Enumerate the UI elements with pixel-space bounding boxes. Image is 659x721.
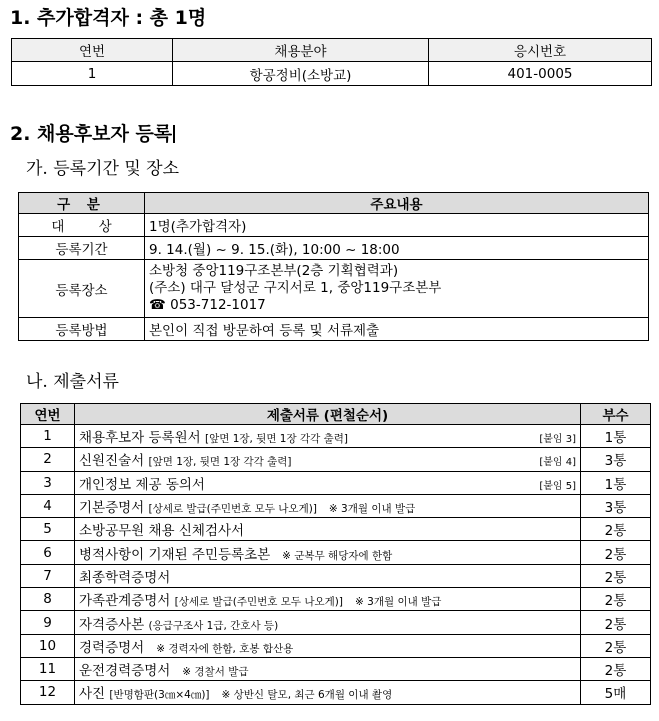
document-note: [상세로 발급(주민번호 모두 나오게)] — [148, 503, 317, 516]
value-method: 본인이 직접 방문하여 등록 및 서류제출 — [145, 318, 649, 341]
label-period: 등록기간 — [19, 237, 145, 260]
document-line — [79, 566, 576, 586]
additional-passer-table — [11, 38, 652, 86]
col-header-no: 연번 — [21, 404, 75, 425]
label-method: 등록방법 — [19, 318, 145, 341]
document-name: 기본증명서 — [79, 500, 145, 517]
value-target: 1명(추가합격자) — [145, 214, 649, 237]
attachment-ref: [붙임 3] — [539, 434, 576, 446]
col-header-copies: 부수 — [581, 404, 651, 425]
col-header-no: 연번 — [12, 39, 173, 62]
document-name: 신원진술서 — [79, 453, 145, 470]
label-target — [19, 214, 145, 237]
document-name: 채용후보자 등록원서 — [79, 430, 201, 447]
col-header-documents: 제출서류 (편철순서) — [75, 404, 581, 425]
place-address-line-1: 소방청 중앙119구조본부(2층 기획협력과) — [149, 263, 399, 279]
document-rows — [21, 425, 651, 705]
document-note: [반명함판(3㎝×4㎝)] — [109, 689, 210, 702]
section-2-title-text: 2. 채용후보자 등록 — [10, 123, 173, 145]
document-left — [79, 543, 392, 563]
table-row — [21, 518, 651, 541]
cell-no: 5 — [21, 518, 75, 541]
cell-copies: 2통 — [581, 588, 651, 611]
cell-document — [75, 588, 581, 611]
document-line — [79, 636, 576, 656]
cell-document — [75, 494, 581, 517]
document-left — [79, 426, 348, 446]
row-place — [19, 260, 649, 318]
document-name: 사진 — [79, 686, 106, 703]
cell-no: 8 — [21, 588, 75, 611]
text-cursor — [173, 125, 175, 143]
document-line — [79, 682, 576, 702]
document-left — [79, 566, 170, 586]
table-row — [21, 448, 651, 471]
cell-no: 10 — [21, 634, 75, 657]
document-line — [79, 519, 576, 539]
cell-copies: 3통 — [581, 494, 651, 517]
cell-document — [75, 634, 581, 657]
table-row — [21, 541, 651, 564]
cell-no: 1 — [12, 62, 173, 86]
table-row — [21, 564, 651, 587]
cell-copies: 2통 — [581, 634, 651, 657]
document-name: 가족관계증명서 — [79, 593, 171, 610]
row-target — [19, 214, 649, 237]
cell-copies: 2통 — [581, 611, 651, 634]
cell-no: 11 — [21, 657, 75, 680]
document-remark: ※ 경찰서 발급 — [182, 666, 249, 679]
attachment-ref: [붙임 4] — [539, 457, 576, 469]
cell-no: 4 — [21, 494, 75, 517]
value-place — [145, 260, 649, 318]
subsection-a-title: 가. 등록기간 및 장소 — [26, 159, 179, 179]
value-period: 9. 14.(월) ~ 9. 15.(화), 10:00 ~ 18:00 — [145, 237, 649, 260]
table-row — [12, 62, 652, 86]
table-header-row — [19, 193, 649, 214]
label-place: 등록장소 — [19, 260, 145, 318]
document-left — [79, 613, 278, 633]
cell-copies: 2통 — [581, 541, 651, 564]
cell-document — [75, 657, 581, 680]
document-left — [79, 659, 249, 679]
cell-document — [75, 541, 581, 564]
document-remark: ※ 상반신 탈모, 최근 6개월 이내 촬영 — [221, 689, 393, 702]
cell-no: 3 — [21, 471, 75, 494]
cell-no: 1 — [21, 425, 75, 448]
document-line — [79, 426, 576, 446]
document-line — [79, 543, 576, 563]
document-left — [79, 449, 292, 469]
document-name: 운전경력증명서 — [79, 663, 171, 680]
cell-no: 12 — [21, 681, 75, 704]
place-phone: 053-712-1017 — [170, 297, 266, 313]
document-name: 자격증사본 — [79, 616, 145, 633]
col-header-exam-number: 응시번호 — [429, 39, 652, 62]
document-line — [79, 473, 576, 493]
cell-exam-number: 401-0005 — [429, 62, 652, 86]
document-left — [79, 473, 205, 493]
document-note: [앞면 1장, 뒷면 1장 각각 출력] — [204, 433, 348, 446]
table-row — [21, 681, 651, 704]
document-name: 개인정보 제공 동의서 — [79, 476, 205, 493]
attachment-ref: [붙임 5] — [539, 480, 576, 492]
cell-no: 2 — [21, 448, 75, 471]
cell-document — [75, 471, 581, 494]
col-header-field: 채용분야 — [173, 39, 429, 62]
cell-copies: 3통 — [581, 448, 651, 471]
document-name: 소방공무원 채용 신체검사서 — [79, 523, 245, 540]
document-note: [상세로 발급(주민번호 모두 나오게)] — [174, 596, 343, 609]
cell-document — [75, 518, 581, 541]
cell-no: 6 — [21, 541, 75, 564]
cell-copies: 2통 — [581, 657, 651, 680]
col-header-details: 주요내용 — [145, 193, 649, 214]
place-address-line-2: (주소) 대구 달성군 구지서로 1, 중앙119구조본부 — [149, 280, 442, 296]
cell-no: 7 — [21, 564, 75, 587]
table-row — [21, 471, 651, 494]
cell-document — [75, 425, 581, 448]
cell-document — [75, 564, 581, 587]
phone-icon: ☎ — [149, 297, 166, 313]
cell-field: 항공정비(소방교) — [173, 62, 429, 86]
section-1-title: 1. 추가합격자 : 총 1명 — [10, 7, 207, 29]
col-header-category: 구 분 — [19, 193, 145, 214]
document-line — [79, 613, 576, 633]
cell-copies: 5매 — [581, 681, 651, 704]
registration-info-table — [18, 192, 649, 341]
row-method — [19, 318, 649, 341]
cell-copies: 1통 — [581, 471, 651, 494]
document-note: (응급구조사 1급, 간호사 등) — [148, 619, 279, 632]
table-header-row — [12, 39, 652, 62]
cell-copies: 2통 — [581, 564, 651, 587]
document-line — [79, 589, 576, 609]
cell-no: 9 — [21, 611, 75, 634]
document-note: [앞면 1장, 뒷면 1장 각각 출력] — [148, 456, 292, 469]
cell-document — [75, 448, 581, 471]
table-row — [21, 657, 651, 680]
document-name: 병적사항이 기재된 주민등록초본 — [79, 546, 271, 563]
row-period — [19, 237, 649, 260]
document-name: 최종학력증명서 — [79, 569, 171, 586]
label-target-text: 대 상 — [51, 219, 112, 235]
document-name: 경력증명서 — [79, 639, 145, 656]
document-left — [79, 496, 415, 516]
table-header-row — [21, 404, 651, 425]
document-left — [79, 682, 392, 702]
table-row — [21, 588, 651, 611]
document-line — [79, 496, 576, 516]
documents-table — [20, 403, 651, 705]
document-line — [79, 449, 576, 469]
document-left — [79, 636, 293, 656]
section-2-title — [10, 123, 175, 145]
document-remark: ※ 경력자에 한함, 호봉 합산용 — [156, 642, 294, 655]
table-row — [21, 494, 651, 517]
document-line — [79, 659, 576, 679]
document-remark: ※ 3개월 이내 발급 — [328, 503, 416, 516]
document-remark: ※ 3개월 이내 발급 — [355, 596, 442, 609]
subsection-b-title: 나. 제출서류 — [26, 372, 119, 392]
cell-copies: 2통 — [581, 518, 651, 541]
table-row — [21, 425, 651, 448]
table-row — [21, 634, 651, 657]
place-phone-line — [149, 297, 644, 314]
document-remark: ※ 군복무 해당자에 한함 — [282, 549, 393, 562]
cell-copies: 1통 — [581, 425, 651, 448]
table-row — [21, 611, 651, 634]
document-left — [79, 589, 441, 609]
cell-document — [75, 611, 581, 634]
cell-document — [75, 681, 581, 704]
document-left — [79, 519, 244, 539]
